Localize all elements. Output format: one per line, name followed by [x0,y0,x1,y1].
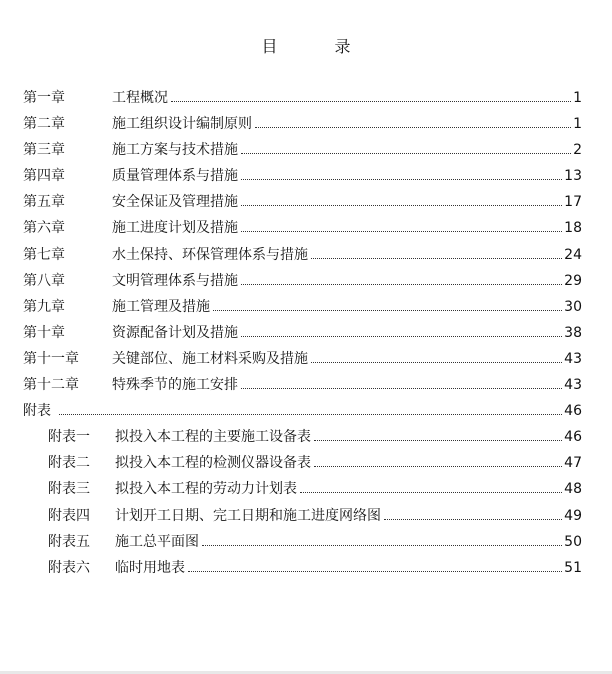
toc-entry-number: 第五章 [23,194,65,211]
dot-leader [202,545,562,546]
toc-entry-appendix-item[interactable] [0,505,612,531]
toc-entry-page-number: 24 [564,246,582,263]
toc-entry-title: 安全保证及管理措施 [112,191,239,213]
dot-leader [241,336,562,337]
toc-entry-title: 工程概况 [112,87,169,109]
toc-entry-appendix-item[interactable] [0,557,612,583]
toc-entry-number: 第三章 [23,142,65,159]
toc-entry-number: 第一章 [23,90,65,106]
dot-leader [241,284,562,285]
toc-entry-number: 第十章 [23,324,65,341]
toc-entry-title: 施工组织设计编制原则 [112,113,253,135]
toc-entry-page-number: 29 [564,272,582,289]
toc-entry-title: 水土保持、环保管理体系与措施 [112,244,309,266]
toc-entry-page-number: 43 [564,350,582,367]
toc-entry-number: 第十二章 [23,377,79,394]
dot-leader [241,205,562,206]
toc-entry-chapter[interactable] [0,296,612,322]
toc-entry-page-number: 46 [564,403,582,420]
toc-entry-title: 临时用地表 [115,557,186,579]
toc-entry-title: 质量管理体系与措施 [112,165,239,187]
toc-entry-title: 拟投入本工程的主要施工设备表 [115,426,312,448]
toc-entry-title: 资源配备计划及措施 [112,322,239,344]
toc-entry-number: 第二章 [23,116,65,133]
toc-entry-number: 附表四 [48,507,90,524]
toc-entry-chapter[interactable] [0,217,612,243]
toc-entry-title: 文明管理体系与措施 [112,270,239,292]
toc-entry-chapter[interactable] [0,139,612,165]
toc-entry-appendix-item[interactable] [0,478,612,504]
toc-entry-page-number: 48 [564,481,582,498]
toc-entry-page-number: 18 [564,220,582,237]
toc-entry-page-number: 1 [573,90,582,106]
toc-entry-chapter[interactable] [0,244,612,270]
toc-entry-number: 附表一 [48,429,90,446]
toc-entry-chapter[interactable] [0,113,612,139]
dot-leader [241,179,562,180]
toc-entry-chapter[interactable] [0,270,612,296]
dot-leader [59,414,562,415]
toc-entry-number: 附表六 [48,559,90,576]
toc-entry-page-number: 2 [573,142,582,159]
dot-leader [241,231,562,232]
toc-entry-chapter[interactable] [0,165,612,191]
toc-entry-title: 计划开工日期、完工日期和施工进度网络图 [115,505,382,527]
toc-entry-page-number: 49 [564,507,582,524]
toc-entry-number: 附表二 [48,455,90,472]
toc-entry-number: 第十一章 [23,350,79,367]
toc-entry-number: 第九章 [23,298,65,315]
toc-title: 目 录 [261,37,377,56]
toc-entry-page-number: 17 [564,194,582,211]
toc-entry-title: 拟投入本工程的检测仪器设备表 [115,452,312,474]
toc-entry-number: 第八章 [23,272,65,289]
toc-entry-page-number: 13 [564,168,582,185]
toc-entry-chapter[interactable] [0,322,612,348]
toc-entry-page-number: 50 [564,533,582,550]
table-of-contents [0,87,612,583]
toc-entry-appendix-item[interactable] [0,426,612,452]
toc-entry-chapter[interactable] [0,87,612,113]
toc-entry-appendix-item[interactable] [0,452,612,478]
dot-leader [300,492,562,493]
dot-leader [314,466,562,467]
toc-entry-number: 第七章 [23,246,65,263]
toc-entry-page-number: 30 [564,298,582,315]
toc-entry-chapter[interactable] [0,348,612,374]
dot-leader [255,127,571,128]
toc-entry-page-number: 47 [564,455,582,472]
toc-entry-page-number: 46 [564,429,582,446]
dot-leader [241,153,571,154]
toc-entry-title: 施工方案与技术措施 [112,139,239,161]
toc-entry-chapter[interactable] [0,374,612,400]
toc-entry-number: 附表五 [48,533,90,550]
toc-entry-title: 施工进度计划及措施 [112,217,239,239]
toc-entry-page-number: 51 [564,559,582,576]
toc-entry-number: 附表 [23,403,51,420]
toc-entry-title: 关键部位、施工材料采购及措施 [112,348,309,370]
toc-entry-number: 附表三 [48,481,90,498]
toc-entry-number: 第四章 [23,168,65,185]
toc-entry-number: 第六章 [23,220,65,237]
dot-leader [171,101,571,102]
toc-entry-title: 拟投入本工程的劳动力计划表 [115,478,298,500]
dot-leader [311,258,562,259]
dot-leader [314,440,562,441]
toc-entry-page-number: 43 [564,377,582,394]
dot-leader [384,519,562,520]
dot-leader [241,388,562,389]
toc-entry-chapter[interactable] [0,191,612,217]
toc-entry-appendix[interactable] [0,400,612,426]
toc-entry-page-number: 1 [573,116,582,133]
toc-entry-title: 施工管理及措施 [112,296,211,318]
dot-leader [311,362,562,363]
toc-entry-appendix-item[interactable] [0,531,612,557]
dot-leader [213,310,562,311]
dot-leader [188,571,562,572]
toc-entry-page-number: 38 [564,324,582,341]
toc-entry-title: 施工总平面图 [115,531,200,553]
toc-entry-title: 特殊季节的施工安排 [112,374,239,396]
